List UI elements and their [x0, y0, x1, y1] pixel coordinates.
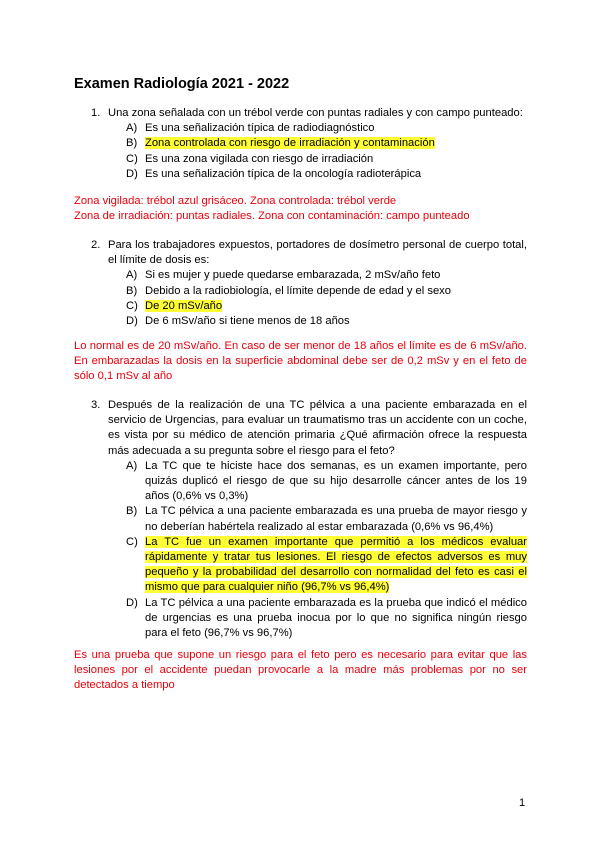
- option-letter: A): [126, 269, 138, 282]
- question-stem: Una zona señalada con un trébol verde con puntas radiales y con campo punteado:: [108, 107, 523, 119]
- option-b: [126, 504, 527, 534]
- option-letter: C): [126, 152, 138, 165]
- option-text: De 6 mSv/año si tiene menos de 18 años: [145, 315, 350, 328]
- question-3: [91, 398, 527, 641]
- option-letter: A): [126, 122, 138, 135]
- question-stem: Para los trabajadores expuestos, portadores de dosímetro personal de cuerpo total, el límite de dosis es:: [108, 239, 527, 267]
- option-letter: D): [126, 167, 138, 180]
- option-a: [126, 459, 527, 505]
- option-d: [126, 167, 527, 182]
- question-2: [91, 238, 527, 329]
- option-letter: B): [126, 137, 138, 150]
- question-number: 3.: [91, 399, 101, 411]
- option-letter: B): [126, 505, 138, 518]
- option-text: La TC pélvica a una paciente embarazada es una prueba de mayor riesgo y no deberían habértela realizado al estar embarazada (0,6% vs 96,4%): [145, 505, 527, 533]
- option-a: [126, 121, 527, 136]
- option-b: [126, 136, 527, 151]
- option-text: Debido a la radiobiología, el límite depende de edad y el sexo: [145, 284, 452, 297]
- answer-note-3: Es una prueba que supone un riesgo para el feto pero es necesario para evitar que las lesiones por el accidente puedan provocarle a la madre más problemas por no ser detectados a tiempo: [74, 649, 527, 692]
- option-text: La TC pélvica a una paciente embarazada es la prueba que indicó el médico de urgencias es una prueba inocua por lo que no significa ningún riesgo para el feto (96,7% vs 96,7%): [145, 596, 527, 640]
- option-b: [126, 284, 527, 299]
- answer-note-2: Lo normal es de 20 mSv/año. En caso de ser menor de 18 años el límite es de 6 mSv/año. En embarazadas la dosis en la superficie abdominal debe ser de 0,2 mSv y en el feto de sólo 0,1 mSv al año: [74, 340, 527, 383]
- option-c: [126, 152, 527, 167]
- question-number: 1.: [91, 107, 101, 119]
- option-text: Es una zona vigilada con riesgo de irradiación: [145, 152, 374, 165]
- option-letter: C): [126, 299, 138, 312]
- answer-note-1: [74, 194, 527, 224]
- page-number: 1: [519, 797, 526, 809]
- option-letter: B): [126, 284, 138, 297]
- highlighted-answer: De 20 mSv/año: [145, 299, 223, 312]
- option-letter: D): [126, 315, 138, 328]
- question-number: 2.: [91, 239, 101, 251]
- option-a: [126, 268, 527, 283]
- question-stem: Después de la realización de una TC pélvica a una paciente embarazada en el servicio de Urgencias, para evaluar un traumatismo tras un accidente con un coche, es vista por su médico de atención primaria ¿Qué afirmación ofrece la respuesta más adecuada a su pregunta sobre el riesgo para el feto?: [108, 399, 527, 457]
- option-d: [126, 596, 527, 642]
- option-letter: D): [126, 596, 138, 609]
- note-line: Zona vigilada: trébol azul grisáceo. Zona controlada: trébol verde: [74, 195, 397, 207]
- highlighted-answer: Zona controlada con riesgo de irradiación y contaminación: [145, 137, 435, 150]
- option-text: La TC que te hiciste hace dos semanas, es un examen importante, pero quizás duplicó el riesgo de que su hijo desarrolle cáncer antes de los 19 años (0,6% vs 0,3%): [145, 459, 527, 503]
- option-text: Si es mujer y puede quedarse embarazada, 2 mSv/año feto: [145, 269, 441, 282]
- note-line: Zona de irradiación: puntas radiales. Zona con contaminación: campo punteado: [74, 210, 470, 223]
- page-title: Examen Radiología 2021 - 2022: [74, 76, 290, 92]
- option-text: Es una señalización típica de la oncología radioterápica: [145, 167, 422, 180]
- highlighted-answer: La TC fue un examen importante que permitió a los médicos evaluar rápidamente y tratar tus lesiones. El riesgo de efectos adversos es muy pequeño y la probabilidad del desarrollo con normalidad del feto es casi el mismo que para cualquier niño (96,7% vs 96,4%): [145, 535, 527, 594]
- option-letter: A): [126, 459, 138, 472]
- option-text: Es una señalización típica de radiodiagnóstico: [145, 122, 375, 135]
- option-letter: C): [126, 535, 138, 548]
- option-c: [126, 299, 527, 314]
- option-c: [126, 535, 527, 596]
- option-d: [126, 314, 527, 329]
- question-1: [91, 106, 527, 182]
